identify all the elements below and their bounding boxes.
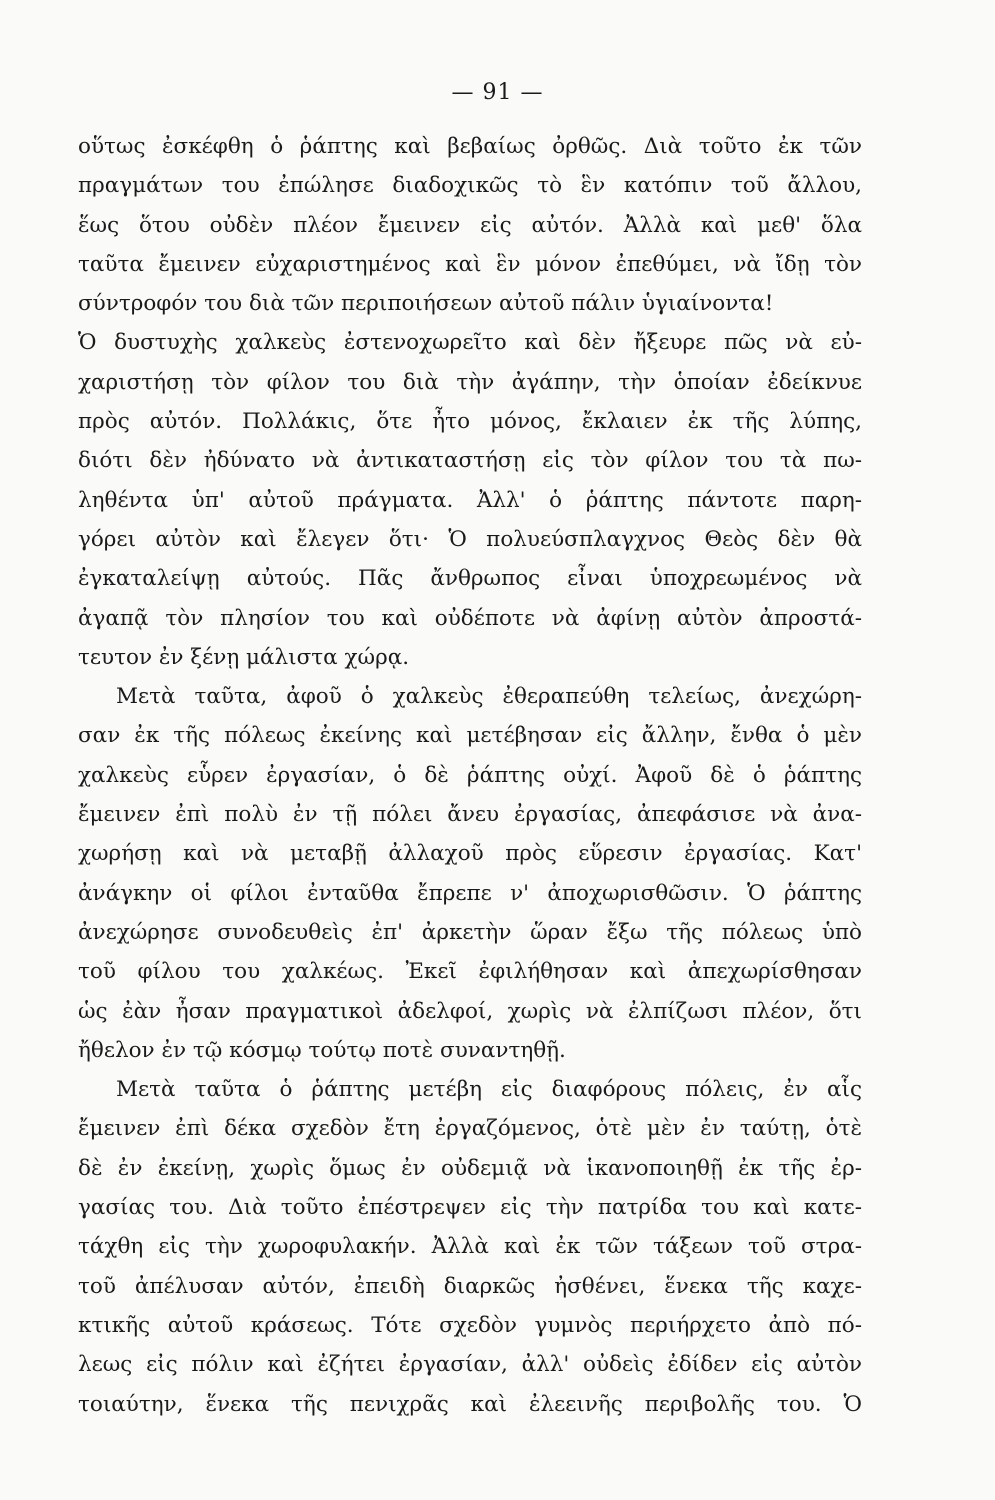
text-line: ἔμεινεν ἐπὶ δέκα σχεδὸν ἔτη ἐργαζόμενος, ὁτὲ μὲν ἐν ταύτῃ, ὁτὲ: [78, 1116, 862, 1142]
text-line: οὕτως ἐσκέφθη ὁ ῥάπτης καὶ βεβαίως ὀρθῶς. Διὰ τοῦτο ἐκ τῶν: [78, 134, 862, 159]
text-line: ὡς ἐὰν ἦσαν πραγματικοὶ ἀδελφοί, χωρὶς νὰ ἐλπίζωσι πλέον, ὅτι: [78, 998, 862, 1024]
text-line: ἤθελον ἐν τῷ κόσμῳ τούτῳ ποτὲ συναντηθῇ.: [78, 1037, 566, 1063]
text-line: ἔμεινεν ἐπὶ πολὺ ἐν τῇ πόλει ἄνευ ἐργασίας, ἀπεφάσισε νὰ ἀνα-: [78, 802, 862, 828]
text-line: πραγμάτων του ἐπώλησε διαδοχικῶς τὸ ἓν κατόπιν τοῦ ἄλλου,: [78, 173, 862, 199]
text-line: χωρήσῃ καὶ νὰ μεταβῇ ἀλλαχοῦ πρὸς εὕρεσιν ἐργασίας. Κατ': [78, 841, 862, 867]
text-line: Ὁ δυστυχὴς χαλκεὺς ἐστενοχωρεῖτο καὶ δὲν ἤξευρε πῶς νὰ εὐ-: [78, 330, 862, 356]
page-number: — 91 —: [451, 80, 544, 105]
text-line: σύντροφόν του διὰ τῶν περιποιήσεων αὐτοῦ πάλιν ὑγιαίνοντα!: [78, 291, 774, 317]
text-line: τευτον ἐν ξένῃ μάλιστα χώρᾳ.: [78, 644, 410, 670]
text-line: χαλκεὺς εὗρεν ἐργασίαν, ὁ δὲ ῥάπτης οὐχί. Ἀφοῦ δὲ ὁ ῥάπτης: [78, 762, 862, 788]
text-line: ἀγαπᾷ τὸν πλησίον του καὶ οὐδέποτε νὰ ἀφίνῃ αὐτὸν ἀπροστά-: [78, 605, 862, 631]
text-line: ληθέντα ὑπ' αὐτοῦ πράγματα. Ἀλλ' ὁ ῥάπτης πάντοτε παρη-: [78, 487, 862, 513]
text-line: σαν ἐκ τῆς πόλεως ἐκείνης καὶ μετέβησαν εἰς ἄλλην, ἔνθα ὁ μὲν: [78, 723, 862, 749]
text-line: τοῦ φίλου του χαλκέως. Ἐκεῖ ἐφιλήθησαν καὶ ἀπεχωρίσθησαν: [78, 959, 862, 985]
text-line: ταῦτα ἔμεινεν εὐχαριστημένος καὶ ἓν μόνον ἐπεθύμει, νὰ ἴδῃ τὸν: [78, 251, 862, 277]
body-text: [78, 127, 862, 1424]
text-line: πρὸς αὐτόν. Πολλάκις, ὅτε ἦτο μόνος, ἔκλαιεν ἐκ τῆς λύπης,: [78, 409, 862, 435]
text-line: κτικῆς αὐτοῦ κράσεως. Τότε σχεδὸν γυμνὸς περιήρχετο ἀπὸ πό-: [78, 1312, 862, 1338]
text-line: τάχθη εἰς τὴν χωροφυλακήν. Ἀλλὰ καὶ ἐκ τῶν τάξεων τοῦ στρα-: [78, 1234, 862, 1260]
text-line: ἐγκαταλείψῃ αὐτούς. Πᾶς ἄνθρωπος εἶναι ὑποχρεωμένος νὰ: [78, 566, 862, 592]
text-line: διότι δὲν ἠδύνατο νὰ ἀντικαταστήσῃ εἰς τὸν φίλον του τὰ πω-: [78, 448, 862, 474]
text-line: δὲ ἐν ἐκείνῃ, χωρὶς ὅμως ἐν οὐδεμιᾷ νὰ ἱκανοποιηθῇ ἐκ τῆς ἐρ-: [78, 1155, 862, 1181]
text-line: Μετὰ ταῦτα, ἀφοῦ ὁ χαλκεὺς ἐθεραπεύθη τελείως, ἀνεχώρη-: [116, 684, 862, 710]
text-line: χαριστήσῃ τὸν φίλον του διὰ τὴν ἀγάπην, τὴν ὁποίαν ἐδείκνυε: [78, 369, 862, 395]
text-line: ἕως ὅτου οὐδὲν πλέον ἔμεινεν εἰς αὐτόν. Ἀλλὰ καὶ μεθ' ὅλα: [78, 212, 862, 238]
text-line: Μετὰ ταῦτα ὁ ῥάπτης μετέβη εἰς διαφόρους πόλεις, ἐν αἷς: [116, 1077, 862, 1103]
text-line: λεως εἰς πόλιν καὶ ἐζήτει ἐργασίαν, ἀλλ' οὐδεὶς ἐδίδεν εἰς αὐτὸν: [78, 1352, 862, 1378]
text-line: τοιαύτην, ἕνεκα τῆς πενιχρᾶς καὶ ἐλεεινῆς περιβολῆς του. Ὁ: [78, 1391, 862, 1417]
text-line: ἀνάγκην οἱ φίλοι ἐνταῦθα ἔπρεπε ν' ἀποχωρισθῶσιν. Ὁ ῥάπτης: [78, 880, 862, 906]
text-line: τοῦ ἀπέλυσαν αὐτόν, ἐπειδὴ διαρκῶς ἠσθένει, ἕνεκα τῆς καχε-: [78, 1273, 862, 1299]
text-line: γασίας του. Διὰ τοῦτο ἐπέστρεψεν εἰς τὴν πατρίδα του καὶ κατε-: [78, 1195, 862, 1221]
text-line: γόρει αὐτὸν καὶ ἔλεγεν ὅτι· Ὁ πολυεύσπλαγχνος Θεὸς δὲν θὰ: [78, 526, 862, 552]
text-line: ἀνεχώρησε συνοδευθεὶς ἐπ' ἀρκετὴν ὥραν ἔξω τῆς πόλεως ὑπὸ: [78, 919, 862, 945]
